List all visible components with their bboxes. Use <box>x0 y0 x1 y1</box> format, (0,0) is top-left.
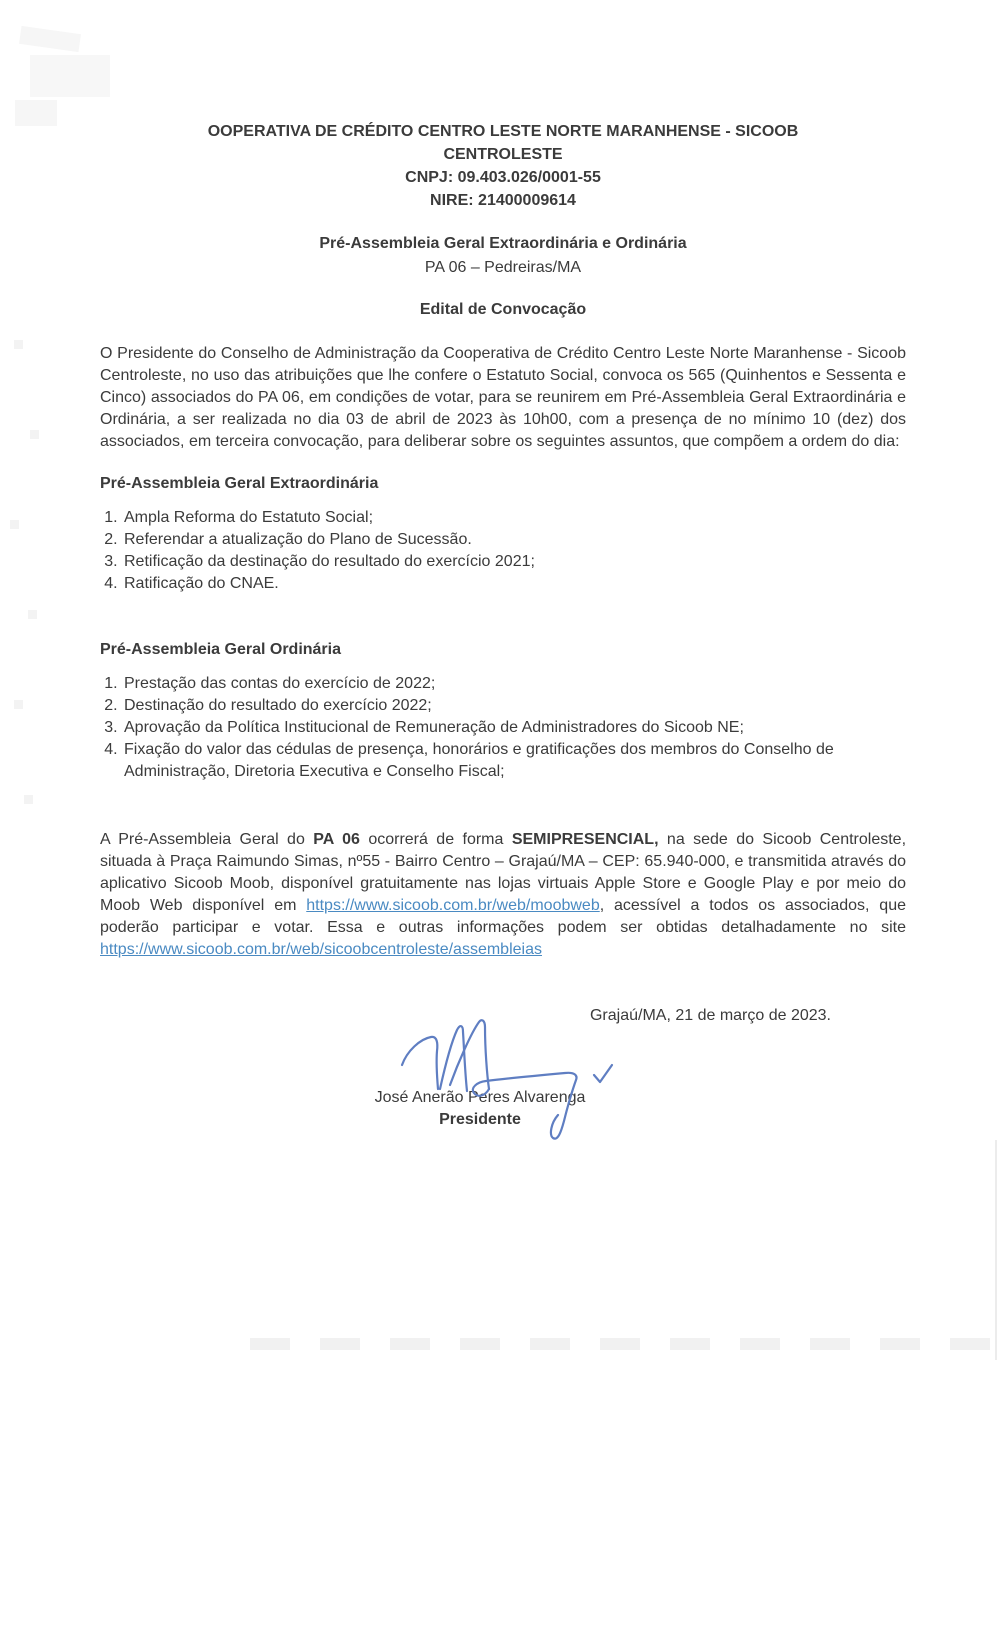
agenda-item-text: Aprovação da Política Institucional de Remuneração de Administradores do Sicoob NE; <box>124 719 744 736</box>
document-title: Edital de Convocação <box>419 301 587 318</box>
cnpj-line: CNPJ: 09.403.026/0001-55 <box>405 169 601 186</box>
agenda-item <box>122 529 906 551</box>
document-header <box>100 120 906 212</box>
agenda-item-text: Prestação das contas do exercício de 2022; <box>124 675 436 692</box>
agenda-item <box>122 717 906 739</box>
scan-artifact-speck <box>24 795 33 804</box>
signatory-block <box>100 1047 860 1131</box>
moobweb-link[interactable]: https://www.sicoob.com.br/web/moobweb <box>306 897 600 914</box>
agenda-item <box>122 695 906 717</box>
agenda-item-text: Ratificação do CNAE. <box>124 575 279 592</box>
closing-text: ocorrerá de forma <box>359 831 512 848</box>
assembleias-link[interactable]: https://www.sicoob.com.br/web/sicoobcentroleste/assembleias <box>100 941 542 958</box>
meeting-header <box>100 232 906 280</box>
agenda-item-text: Destinação do resultado do exercício 2022; <box>124 697 432 714</box>
section-heading-ordinaria: Pré-Assembleia Geral Ordinária <box>100 641 341 658</box>
agenda-item-text: Retificação da destinação do resultado do exercício 2021; <box>124 553 535 570</box>
closing-paragraph <box>100 829 906 961</box>
scan-artifact-speck <box>14 700 23 709</box>
scan-artifact-band <box>250 1338 995 1350</box>
scan-artifact-speck <box>30 430 39 439</box>
document-content <box>100 120 906 1207</box>
agenda-item-text: Fixação do valor das cédulas de presença, honorários e gratificações dos membros do Conselho de Administração, Diretoria Executiva e Conselho Fiscal; <box>124 741 834 780</box>
date-line: Grajaú/MA, 21 de março de 2023. <box>589 1007 831 1024</box>
closing-text: na sede do Sicoob Centroleste, situada à Praça Raimundo Simas, nº55 - Bairro Centro – Grajaú/MA – CEP: 65.940-000, e transmitida através do aplicativo Sicoob Moob, disponível gratuitamente nas lojas virtuais Apple Store e Google Play e por meio do Moob Web disponível em <box>100 831 907 914</box>
closing-text: A Pré-Assembleia Geral do <box>100 831 314 848</box>
agenda-item <box>122 573 906 595</box>
closing-text: , acessível a todos os associados, que poderão participar e votar. Essa e outras informações podem ser obtidas detalhadamente no site <box>100 897 906 936</box>
coop-name-line2: CENTROLESTE <box>443 146 563 163</box>
scan-artifact-speck <box>28 610 37 619</box>
section-heading-extraordinaria: Pré-Assembleia Geral Extraordinária <box>100 475 379 492</box>
nire-line: NIRE: 21400009614 <box>430 192 576 209</box>
scan-artifact-speck <box>10 520 19 529</box>
coop-name-line1: OOPERATIVA DE CRÉDITO CENTRO LESTE NORTE MARANHENSE - SICOOB <box>207 123 799 140</box>
agenda-item <box>122 739 906 783</box>
agenda-list-ordinaria <box>100 673 906 783</box>
meeting-title: Pré-Assembleia Geral Extraordinária e Ordinária <box>319 235 687 252</box>
agenda-item <box>122 673 906 695</box>
closing-bold-pa06: PA 06 <box>313 831 360 848</box>
signatory-role: Presidente <box>439 1111 521 1128</box>
scan-artifact-corner <box>19 26 81 52</box>
scan-artifact-corner <box>30 55 110 97</box>
agenda-item-text: Referendar a atualização do Plano de Sucessão. <box>124 531 472 548</box>
scan-artifact-speck <box>14 340 23 349</box>
signatory-name: José Anerão Peres Alvarenga <box>374 1089 586 1106</box>
meeting-location: PA 06 – Pedreiras/MA <box>424 259 582 276</box>
agenda-item-text: Ampla Reforma do Estatuto Social; <box>124 509 374 526</box>
agenda-item <box>122 507 906 529</box>
agenda-list-extraordinaria <box>100 507 906 595</box>
intro-paragraph: O Presidente do Conselho de Administração da Cooperativa de Crédito Centro Leste Norte Maranhense - Sicoob Centroleste, no uso das atribuições que lhe confere o Estatuto Social, convoca os 565 (Quinhentos e Sessenta e Cinco) associados do PA 06, em condições de votar, para se reunirem em Pré-Assembleia Geral Extraordinária e Ordinária, a ser realizada no dia 03 de abril de 2023 às 10h00, com a presença de no mínimo 10 (dez) dos associados, em terceira convocação, para deliberar sobre os seguintes assuntos, que compõem a ordem do dia: <box>100 345 906 450</box>
agenda-item <box>122 551 906 573</box>
closing-bold-semipresencial: SEMIPRESENCIAL, <box>511 831 659 848</box>
scan-artifact-edge-line <box>995 1140 997 1360</box>
signature-area <box>100 1047 906 1207</box>
scan-artifact-corner <box>15 100 57 126</box>
